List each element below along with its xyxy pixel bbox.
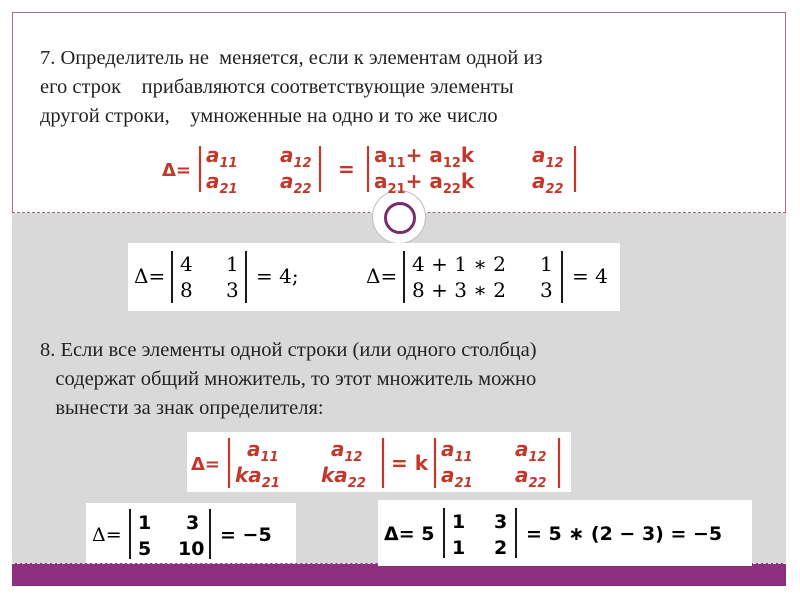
matrix-element: 3 (186, 512, 200, 534)
matrix-element: $a_{22}$ (280, 169, 312, 197)
rule7-example (128, 243, 620, 311)
result-text: = 4 (572, 264, 608, 288)
matrix-element: $ka_{22}$ (321, 463, 366, 491)
matrix-element: 10 (178, 538, 205, 560)
matrix-element: 3 (226, 278, 239, 302)
rule8-line: вынести за знак определителя: (40, 397, 324, 419)
matrix-element: $a_{12}$ (515, 437, 547, 465)
rule7-formula (160, 138, 600, 198)
matrix-element: $a_{11}$ (247, 437, 279, 465)
matrix-element: $a_{11}$ (206, 143, 238, 171)
result-text: = −5 (220, 524, 272, 546)
rule7-line: другой строки, умноженные на одно и то же число (40, 105, 498, 127)
matrix-element: 8 + 3 ∗ 2 (412, 278, 506, 302)
matrix-element: 1 (138, 512, 152, 534)
rule8-text (40, 336, 537, 423)
matrix-element: $a_{22}$ (532, 169, 564, 197)
bottom-accent-bar (12, 563, 786, 586)
circle-ornament-icon (372, 190, 426, 244)
matrix-element: $a_{12}$ (280, 143, 312, 171)
matrix-element: 4 (180, 252, 193, 276)
rule8-example1 (86, 503, 296, 563)
matrix-element: 8 (180, 278, 193, 302)
matrix-element: $ka_{21}$ (235, 463, 280, 491)
delta-symbol: Δ= (134, 264, 166, 288)
matrix-element: $a_{21}+ a_{22}k$ (374, 169, 475, 197)
matrix-element: 5 (138, 538, 152, 560)
rule8-line: содержат общий множитель, то этот множитель можно (40, 368, 537, 390)
result-text: = 5 ∗ (2 − 3) = −5 (526, 523, 723, 545)
matrix-element: 3 (540, 278, 553, 302)
delta-symbol: Δ= (92, 524, 122, 546)
rule8-example2-box (378, 500, 752, 566)
equals-sign: = (338, 157, 355, 181)
matrix-element: $a_{12}$ (331, 437, 363, 465)
rule8-formula (187, 432, 571, 492)
matrix-element: 2 (494, 537, 508, 559)
matrix-element: $a_{22}$ (515, 463, 547, 491)
matrix-element: 1 (452, 537, 466, 559)
equals-k: = k (391, 451, 429, 475)
rule8-formula-box (187, 432, 571, 492)
matrix-element: 1 (540, 252, 553, 276)
matrix-element: $a_{11}+ a_{12}k$ (374, 143, 475, 171)
result-text: = 4; (256, 264, 299, 288)
delta-symbol: Δ= 5 (384, 523, 435, 545)
matrix-element: $a_{11}$ (441, 437, 473, 465)
matrix-element: $a_{21}$ (206, 169, 238, 197)
rule7-line: 7. Определитель не меняется, если к элементам одной из (40, 47, 543, 69)
matrix-element: $a_{12}$ (532, 143, 564, 171)
delta-symbol: Δ= (191, 454, 221, 475)
rule8-example1-box (86, 503, 296, 563)
matrix-element: $a_{21}$ (441, 463, 473, 491)
rule7-example-box (128, 243, 620, 311)
matrix-element: 3 (494, 511, 508, 533)
delta-symbol: Δ= (162, 160, 192, 181)
matrix-element: 1 (452, 511, 466, 533)
rule7-line: его строк прибавляются соответствующие элементы (40, 76, 514, 98)
matrix-element: 4 + 1 ∗ 2 (412, 252, 506, 276)
rule7-text (40, 44, 543, 131)
rule8-line: 8. Если все элементы одной строки (или одного столбца) (40, 339, 537, 361)
rule8-example2 (378, 500, 752, 566)
matrix-element: 1 (226, 252, 239, 276)
delta-symbol: Δ= (366, 264, 398, 288)
